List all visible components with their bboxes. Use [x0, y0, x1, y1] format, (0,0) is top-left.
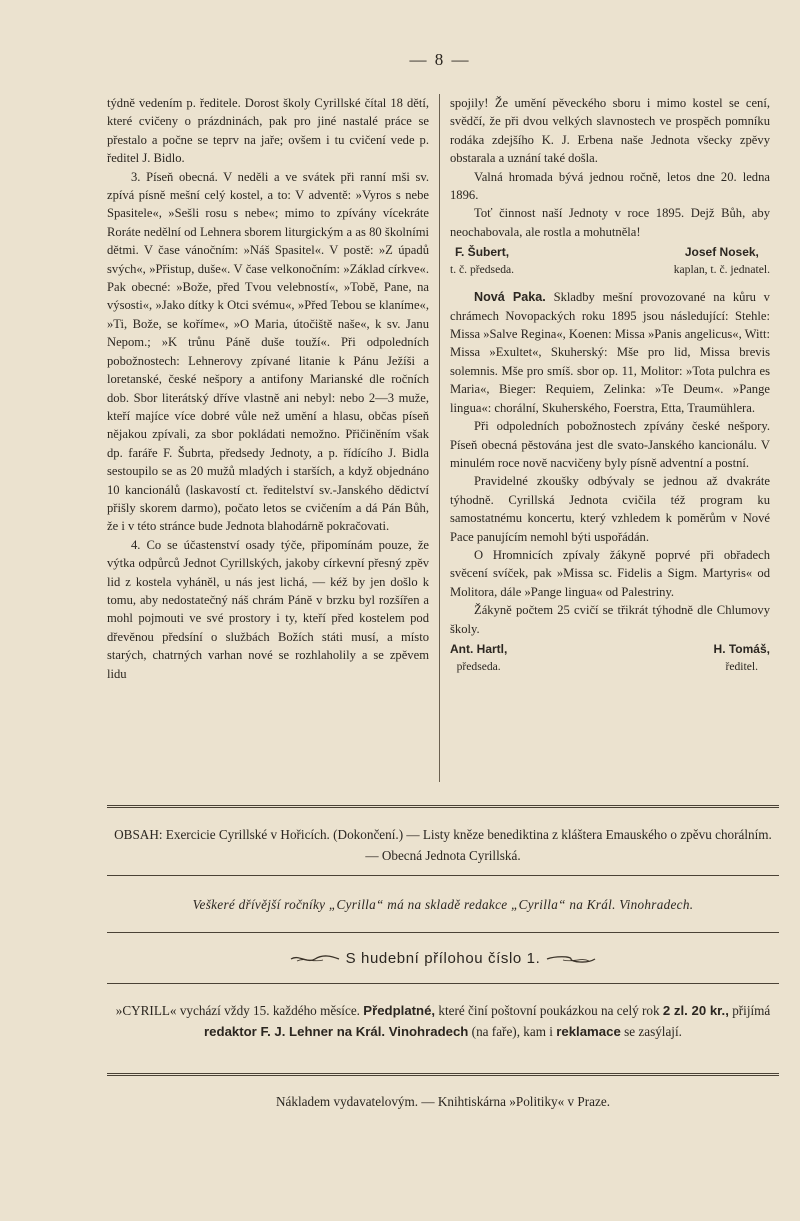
supplement-text: S hudební přílohou číslo	[345, 950, 522, 967]
subscription-editor: redaktor F. J. Lehner na Král. Vinohradech	[204, 1024, 469, 1039]
rule	[107, 875, 779, 876]
paragraph: týdně vedením p. ředitele. Dorost školy Cyrillské čítal 18 dětí, které cvičeny o prázdninách, pak pro jiné nastalé práce se přestalo a počne se teprv na jaře; ovšem i tu cvičení vede p. ředitel J. Bidlo.	[107, 96, 429, 166]
paragraph: 3. Píseň obecná. V neděli a ve svátek při ranní mši sv. zpívá písně mešní celý kostel, a to: V adventě: »Vyros s nebe Spasitele«, »Sešli rosu s nebe«; mimo to zpívány vícekráte Roráte nedělní od Lehnera sborem liturgickým a as 80 školními dětmi. V čase vánočním: »Náš Spasitel«. V postě: »Z úpadů svých«, »Přistup, duše«. V čase velkonočním: »Základ církve«. Pak obecné: »Bože, před Tvou velebností«, »Tobě, Pane, na výsosti«, »Jako dítky k Otci svému«, »Před Tebou se klaníme«, »Ti, Bože, se koříme«, »O Maria, útočiště naše«, k sv. Janu Nepom.; »K trůnu Páně duše touží«. Při odpoledních pobožnostech: Lehnerovy zpívané litanie k Pánu Ježíši a loretanské, české nešpory a antifony Marianské dle ročních dob. Sbor literátský dříve vlastně ani nebyl: nebo 2—3 muže, kteří majíce více dobré vůle než umění a hlasu, občas píseň nějakou zpívali, za sbor pokládati nemožno. Přičiněním však dp. faráře F. Šubrta, předsedy Jednoty, a p. řídícího J. Bidla sestoupilo se as 20 mužů mladých i starších, a když objednáno 10 kancionálů (laskavostí ct. ředitelství sv.-Janského dědictví přišly skorem darmo), počato letos se cvičením a dá Pán Bůh, že i v této stránce bude Jednota blahodárně pokračovati.	[107, 169, 429, 534]
rule	[107, 983, 779, 984]
table-of-contents: OBSAH: Exercicie Cyrillské v Hořicích. (Dokončení.) — Listy kněze benediktina z kláštera Emauského o zpěvu chorálním. — Obecná Jednota Cyrillská.	[114, 827, 772, 863]
signature-name: Ant. Hartl,	[450, 641, 508, 656]
subscription-text: které činí poštovní poukázkou na celý rok	[438, 1003, 660, 1018]
right-ornament-icon	[545, 953, 597, 965]
column-divider	[439, 94, 440, 782]
signature-role: ředitel.	[725, 659, 759, 673]
paragraph: Pravidelné zkoušky odbývaly se jednou až dvakráte týhodně. Cyrillská Jednota cvičila též program ku samostatnému koncertu, který vzhledem k poměrům v Nové Pace panujícím nemohl býti uspořádán.	[450, 474, 770, 544]
rule	[107, 932, 779, 933]
left-ornament-icon	[289, 953, 341, 965]
signature	[450, 244, 514, 278]
subscription-bold: reklamace	[556, 1024, 621, 1039]
double-rule	[107, 805, 779, 808]
imprint: Nákladem vydavatelovým. — Knihtiskárna »Politiky« v Praze.	[275, 1094, 610, 1109]
signature-role: kaplan, t. č. jednatel.	[673, 263, 770, 277]
signature	[674, 244, 770, 278]
signature-row	[450, 244, 770, 278]
paragraph: Toť činnost naší Jednoty v roce 1895. Dejž Bůh, aby neochabovala, ale rostla a mohutněla!	[450, 206, 770, 239]
supplement-number: 1.	[526, 950, 541, 967]
right-column	[450, 94, 770, 675]
subscription-bold: Předplatné,	[363, 1003, 436, 1018]
signature	[450, 641, 507, 675]
paragraph: 4. Co se účastenství osady týče, připomínám pouze, že výtka odpůrců Jednot Cyrillských, jakoby církevní přesný zpěv lid z kostela vyháněl, u nás jest lichá, — kéž by jen došlo k tomu, aby nedostatečný náš chrám Páně v brzku byl rozšířen a mohl pojmouti ve své prostory i ty, kteří před kostelem pod dřevěnou předsíní o službách Božích státi musí, a místo starých, chatrných varhan nové se rozhlaholily a se zpěvem lidu	[107, 537, 429, 681]
paragraph: Žákyně počtem 25 cvičí se třikrát týhodně dle Chlumovy školy.	[450, 603, 770, 636]
subscription-text: »CYRILL« vychází vždy 15. každého měsíce.	[115, 1003, 360, 1018]
signature-role: t. č. předseda.	[450, 263, 515, 277]
subscription-text: se zasýlají.	[624, 1024, 682, 1039]
signature-row	[450, 641, 770, 675]
archive-note: Veškeré dřívější ročníky „Cyrilla“ má na skladě redakce „Cyrilla“ na Král. Vinohradech.	[192, 897, 694, 912]
paragraph: Při odpoledních pobožnostech zpívány české nešpory. Píseň obecná pěstována jest dle svato-Janského kancionálu. V minulém roce nově nacvičeny byly písně adventní a postní.	[450, 419, 770, 470]
page-number: — 8 —	[409, 50, 471, 69]
music-supplement-note	[107, 950, 779, 967]
paragraph: O Hromnicích zpívaly žákyně poprvé při obřadech svěcení svíček, pak »Missa sc. Fidelis a Sigm. Martyris« od Molitora, dále »Pange lingua« od Palestriny.	[450, 547, 770, 599]
paragraph: Valná hromada bývá jednou ročně, letos dne 20. ledna 1896.	[450, 169, 770, 203]
subscription-info	[107, 1000, 779, 1042]
section-heading: Nová Paka.	[474, 290, 546, 305]
subscription-text: přijímá	[732, 1003, 771, 1018]
paragraph	[450, 288, 770, 417]
signature	[714, 641, 770, 675]
left-column	[107, 94, 429, 683]
subscription-text: (na faře), kam i	[471, 1024, 553, 1039]
signature-role: předseda.	[456, 659, 501, 673]
double-rule	[107, 1073, 779, 1076]
subscription-price: 2 zl. 20 kr.,	[662, 1003, 729, 1018]
signature-name: H. Tomáš,	[713, 641, 770, 656]
signature-name: Josef Nosek,	[684, 245, 759, 260]
signature-name: F. Šubert,	[455, 245, 510, 260]
paragraph: spojily! Že umění pěveckého sboru i mimo kostel se cení, svědčí, že při dvou velkých slavnostech ve prospěch pomníku rodáka zdejšího K. J. Erbena naše Jednota všecky zpěvy obstarala a uznání také došla.	[450, 96, 770, 166]
paragraph-text: Skladby mešní provozované na kůru v chrámech Novopackých roku 1895 jsou následující: Stehle: Missa »Salve Regina«, Koenen: Missa »Panis angelicus«, Witt: Missa »Exultet«, Skuherský: Mše pro lid, Missa brevis solemnis. Mše pro smíš. sbor op. 11, Molitor: »Tota pulchra es Maria«, Bieger: Requiem, Zelinka: »Te Deum«. »Pange lingua«: chorální, Skuherského, Foerstra, Etta, Traumühlera.	[450, 290, 771, 415]
